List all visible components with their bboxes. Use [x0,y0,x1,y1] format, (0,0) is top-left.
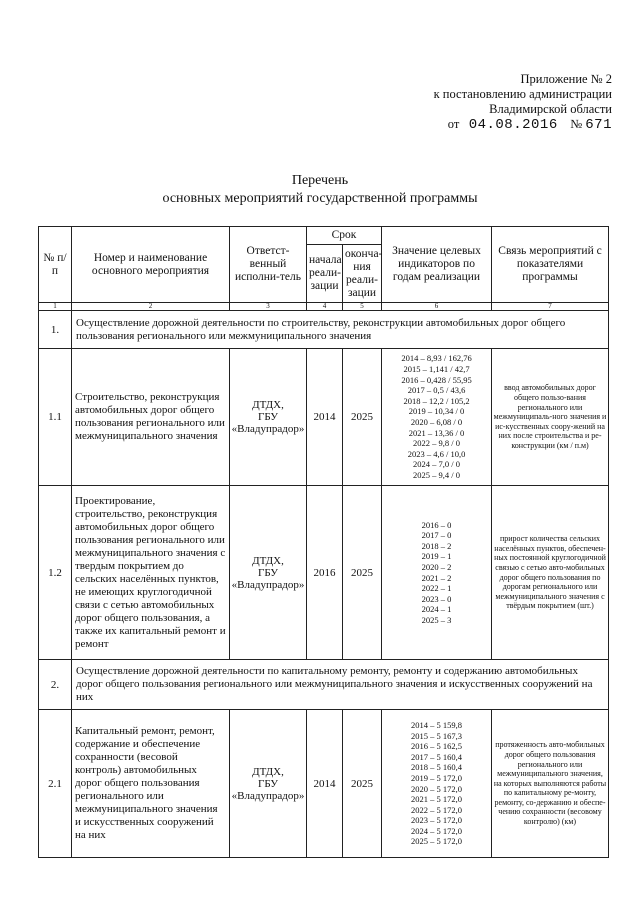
indicator-value: 2025 – 5 172,0 [411,836,463,847]
header-resp: Ответст-венный исполни-тель [230,227,307,303]
end-year: 2025 [343,349,382,486]
indicator-value: 2017 – 0,5 / 43,6 [407,385,466,396]
col-number: 4 [307,303,343,311]
end-year: 2025 [343,710,382,858]
document-title [0,172,640,208]
indicator-value: 2016 – 0,428 / 55,95 [401,374,472,385]
indicator-value: 2025 – 3 [421,614,452,625]
section-row [39,660,609,710]
section-number: 1. [39,311,72,349]
indicator-value: 2020 – 5 172,0 [411,783,463,794]
decree-number: 671 [585,117,612,133]
column-numbers-row [39,303,609,311]
table-row [39,710,609,858]
indicator-value: 2018 – 2 [421,540,452,551]
header-term: Срок [307,227,382,245]
number-prefix: № [570,117,583,131]
section-number: 2. [39,660,72,710]
responsible-line: «Владупрадор» [231,423,305,435]
start-year: 2016 [307,486,343,660]
responsible-executor [230,710,307,858]
col-number: 2 [72,303,230,311]
responsible-line: ГБУ [257,566,279,579]
table-row [39,486,609,660]
header-row [39,227,609,245]
measure-name: Строительство, реконструкция автомобильных дорог общего пользования регионального или межмуниципального значения [72,349,230,486]
indicator-value: 2018 – 5 160,4 [411,762,463,773]
start-year: 2014 [307,349,343,486]
indicator-value: 2021 – 2 [421,572,452,583]
header-start: начала реали-зации [307,245,343,303]
indicator-value: 2023 – 0 [421,593,452,604]
indicator-value: 2024 – 1 [421,604,452,615]
indicator-value: 2024 – 5 172,0 [411,825,463,836]
indicator-value: 2017 – 5 160,4 [411,751,463,762]
indicator-value: 2019 – 10,34 / 0 [408,406,465,417]
indicator-values [382,349,492,486]
program-indicator-link: ввод автомобильных дорог общего пользо-вания регионального или межмуниципаль-ного значения и ис-кусственных соору-жений на них после строительства и ре-конструкции (км / п.м) [492,349,609,486]
date-prefix: от [447,117,460,131]
indicator-value: 2019 – 1 [421,551,452,562]
header-end: оконча-ния реали-зации [343,245,382,303]
responsible-line: ДТДХ, [252,765,284,778]
end-year: 2025 [343,486,382,660]
indicator-value: 2022 – 1 [421,583,452,594]
indicator-value: 2020 – 2 [421,561,452,572]
title-line2: основных мероприятий государственной программы [162,191,478,206]
col-number: 5 [343,303,382,311]
indicator-value: 2021 – 5 172,0 [411,794,463,805]
responsible-line: «Владупрадор» [231,789,305,802]
row-number: 1.2 [39,486,72,660]
responsible-line: ДТДХ, [252,399,284,411]
indicator-value: 2021 – 13,36 / 0 [408,427,465,438]
indicator-values [382,486,492,660]
indicator-value: 2017 – 0 [421,530,452,541]
responsible-line: ДТДХ, [252,554,284,567]
indicator-value: 2018 – 12,2 / 105,2 [403,395,470,406]
appendix-block [434,72,612,133]
indicator-value: 2022 – 9,8 / 0 [413,438,461,449]
row-number: 1.1 [39,349,72,486]
section-row [39,311,609,349]
program-indicator-link: протяженность авто-мобильных дорог общего пользования регионального или межмуниципального значения, на которых выполняются работы по капитальному ре-монту, ремонту, со-держанию и обеспе-чению сохранности (весовому контролю) (км) [492,710,609,858]
appendix-line2: к постановлению администрации [433,87,612,101]
section-title: Осуществление дорожной деятельности по строительству, реконструкции автомобильных дорог общего пользования регионального или межмуниципального значения [72,311,609,349]
indicator-value: 2014 – 8,93 / 162,76 [401,353,472,364]
indicator-value: 2015 – 5 167,3 [411,730,463,741]
col-number: 3 [230,303,307,311]
indicator-value: 2025 – 9,4 / 0 [413,469,461,480]
table-row [39,349,609,486]
indicator-value: 2015 – 1,141 / 42,7 [403,364,470,375]
indicator-value: 2023 – 5 172,0 [411,815,463,826]
responsible-executor [230,486,307,660]
responsible-line: ГБУ [257,777,279,790]
header-num: № п/п [39,227,72,303]
start-year: 2014 [307,710,343,858]
measure-name: Проектирование, строительство, реконструкция автомобильных дорог общего пользования регионального или межмуниципального значения с твердым покрытием до сельских населённых пунктов, не имеющих круглогодичной связи с сетью автомобильных дорог общего пользования, а также их капитальный ремонт и ремонт [72,486,230,660]
row-number: 2.1 [39,710,72,858]
col-number: 7 [492,303,609,311]
appendix-date-line [434,117,612,133]
indicator-value: 2020 – 6,08 / 0 [410,417,463,427]
indicator-value: 2022 – 5 172,0 [411,804,463,815]
header-indicators: Значение целевых индикаторов по годам реализации [382,227,492,303]
title-line1: Перечень [291,173,349,188]
col-number: 6 [382,303,492,311]
appendix-line3: Владимирской области [489,102,612,116]
decree-date: 04.08.2016 [468,117,558,133]
indicator-value: 2016 – 5 162,5 [411,741,463,752]
indicator-value: 2014 – 5 159,8 [411,719,463,730]
measure-name: Капитальный ремонт, ремонт, содержание и обеспечение сохранности (весовой контроль) автомобильных дорог общего пользования регионального или межмуниципального значения и искусственных сооружений на них [72,710,230,858]
indicator-value: 2016 – 0 [421,519,452,530]
indicator-value: 2019 – 5 172,0 [411,772,463,783]
indicator-values [382,710,492,858]
responsible-line: «Владупрадор» [231,578,305,591]
program-indicator-link: прирост количества сельских населённых пунктов, обеспечен-ных постоянной круглогодичной связью с сетью авто-мобильных дорог общего пользования по дорогам регионального или межмуниципального значения с твёрдым покрытием (шт.) [492,486,609,660]
header-name: Номер и наименование основного мероприятия [72,227,230,303]
section-title: Осуществление дорожной деятельности по капитальному ремонту, ремонту и содержанию автомобильных дорог общего пользования регионального или межмуниципального значения и искусственных сооружений на них [72,660,609,710]
indicator-value: 2023 – 4,6 / 10,0 [407,448,466,459]
appendix-line1: Приложение № 2 [520,72,612,86]
header-link: Связь мероприятий с показателями программы [492,227,609,303]
responsible-executor [230,349,307,486]
responsible-line: ГБУ [257,411,279,423]
indicator-value: 2024 – 7,0 / 0 [413,459,461,470]
measures-table [38,226,609,858]
col-number: 1 [39,303,72,311]
